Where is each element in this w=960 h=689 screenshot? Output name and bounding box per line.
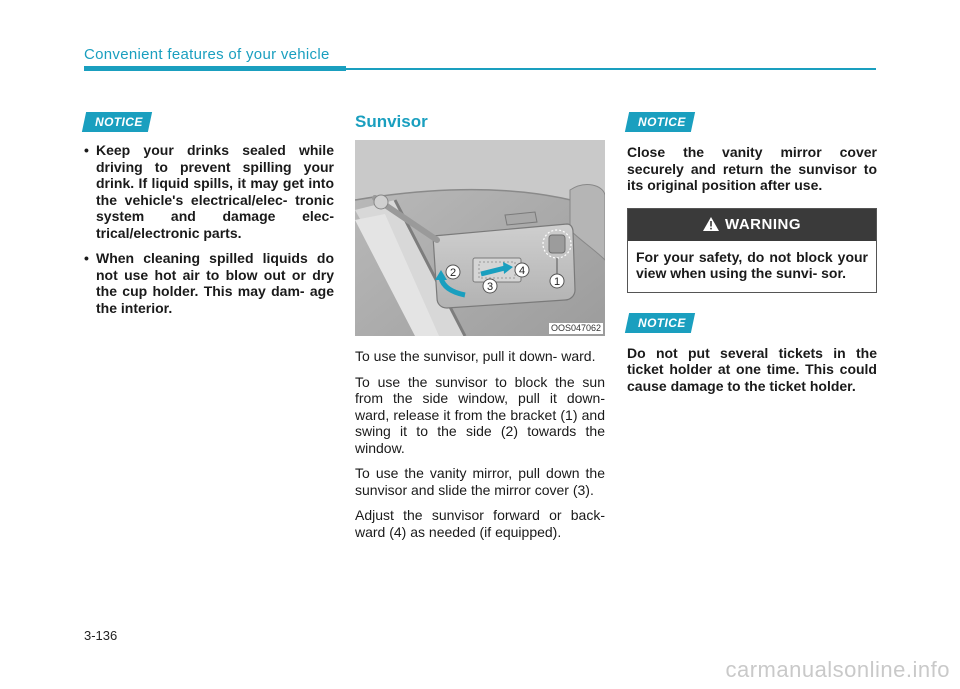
- callout-2: [446, 265, 460, 279]
- callout-4: [515, 263, 529, 277]
- warning-box: [627, 208, 877, 293]
- svg-text:2: 2: [449, 267, 457, 279]
- notice-badge: NOTICE: [82, 112, 152, 132]
- body-paragraph: To use the vanity mirror, pull down the sunvisor and slide the mirror cover (3).: [355, 465, 605, 498]
- notice-text: Close the vanity mirror cover securely and return the sunvisor to its original position after use.: [627, 144, 877, 193]
- page-number: 3-136: [84, 628, 118, 643]
- body-paragraph: To use the sunvisor, pull it down- ward.: [355, 348, 596, 364]
- body-paragraph: Adjust the sunvisor forward or back- ward (4) as needed (if equipped).: [355, 507, 605, 540]
- left-column: [84, 112, 334, 325]
- header-rule-thin: [346, 68, 876, 70]
- sunvisor-figure: [355, 140, 605, 336]
- section-header-title: Convenient features of your vehicle: [84, 46, 330, 63]
- notice-bullet: • When cleaning spilled liquids do not use hot air to blow out or dry the cup holder. This may dam- age the interior.: [84, 250, 334, 316]
- sunvisor-illustration: [355, 140, 605, 336]
- svg-text:1: 1: [553, 276, 561, 288]
- section-title: Sunvisor: [355, 112, 428, 131]
- svg-text:4: 4: [518, 265, 526, 277]
- notice-badge: NOTICE: [625, 313, 695, 333]
- warning-text: For your safety, do not block your view when using the sunvi- sor.: [636, 248, 868, 281]
- warning-triangle-icon: [703, 217, 719, 231]
- middle-column: [355, 112, 605, 549]
- svg-text:3: 3: [486, 281, 494, 293]
- page-header: [0, 0, 960, 80]
- notice-bullet-list: [84, 142, 334, 316]
- figure-code: OOS047062: [550, 323, 601, 333]
- notice-bullet: • Keep your drinks sealed while driving to prevent spilling your drink. If liquid spills, it may get into the vehicle's electrical/elec- tronic system and damage elec- trical/electronic parts.: [84, 142, 334, 241]
- watermark: carmanualsonline.info: [725, 657, 950, 682]
- right-column: [627, 112, 877, 394]
- notice-badge: NOTICE: [625, 112, 695, 132]
- notice-text: Do not put several tickets in the ticket holder at one time. This could cause damage to the ticket holder.: [627, 344, 877, 394]
- warning-header: [628, 209, 876, 241]
- callout-3: [483, 279, 497, 293]
- body-paragraph: To use the sunvisor to block the sun from the side window, pull it down- ward, release it from the bracket (1) and swing it to the side (2) towards the window.: [355, 373, 605, 456]
- header-rule-thick: [84, 66, 346, 71]
- warning-label: WARNING: [725, 215, 801, 233]
